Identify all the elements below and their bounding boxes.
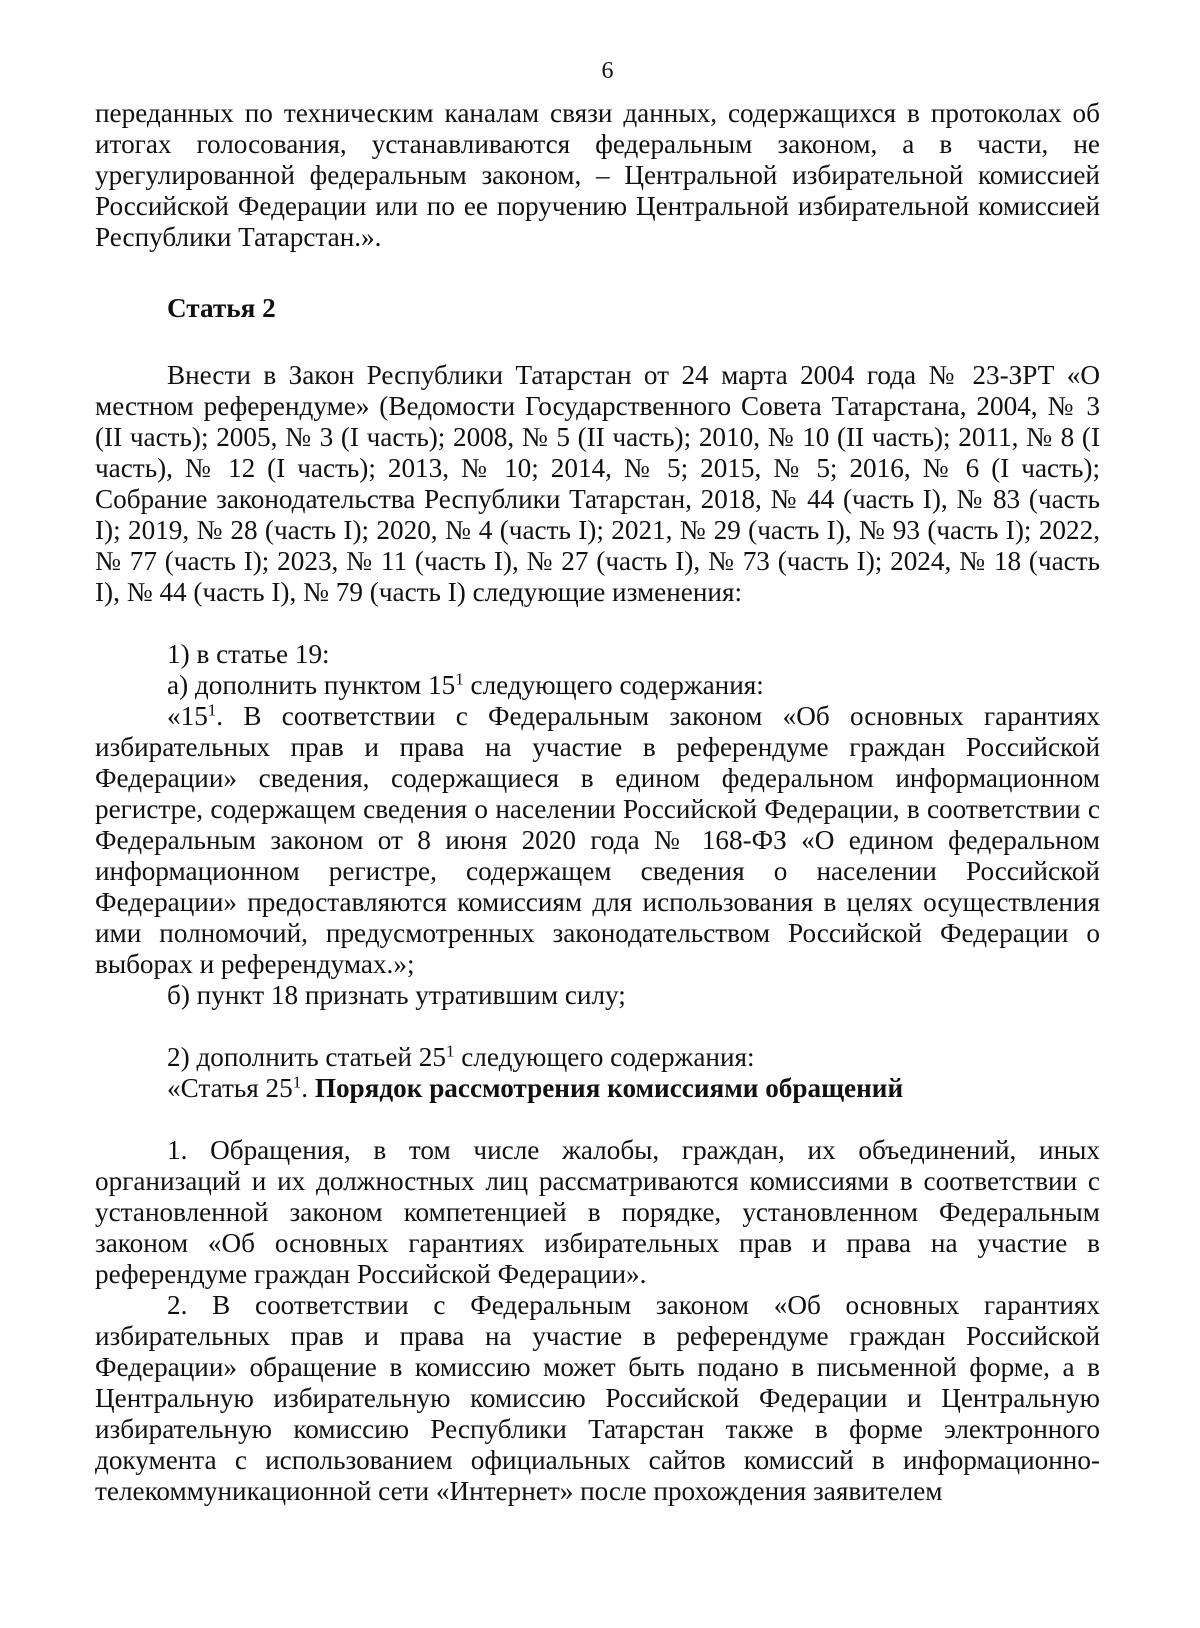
article-25-1-label: «Статья 25 <box>167 1073 293 1103</box>
item-2 <box>95 1042 1100 1073</box>
article-25-1-heading <box>95 1073 1100 1104</box>
article-heading: Статья 2 <box>167 293 276 323</box>
paragraph-intro: переданных по техническим каналам связи данных, содержащихся в протоколах об итогах голосования, устанавливаются федеральным законом, а в части, не урегулированной федеральным законом, – Центральной избирательной комиссией Российской Федерации или по ее поручению Центральной избирательной комиссией Республики Татарстан.». <box>95 98 1100 252</box>
paragraph-15-1-text: . В соответствии с Федеральным законом «Об основных гарантиях избирательных прав и права на участие в референдуме граждан Российской Федерации» сведения, содержащиеся в едином федеральном информационном регистре, содержащем сведения о населении Российской Федерации, в соответствии с Федеральным законом от 8 июня 2020 года № 168-ФЗ «О едином федеральном информационном регистре, содержащем сведения о населении Российской Федерации» предоставляются комиссиям для использования в целях осуществления ими полномочий, предусмотренных законодательством Российской Федерации о выборах и референдумах.»; <box>95 701 1100 979</box>
item-1b: б) пункт 18 признать утратившим силу; <box>167 980 626 1010</box>
paragraph-amendment: Внести в Закон Республики Татарстан от 24 марта 2004 года № 23-ЗРТ «О местном референдуме» (Ведомости Государственного Совета Татарстана, 2004, № 3 (II часть); 2005, № 3 (I часть); 2008, № 5 (II часть); 2010, № 10 (II часть); 2011, № 8 (I часть), № 12 (I часть); 2013, № 10; 2014, № 5; 2015, № 5; 2016, № 6 (I часть); Собрание законодательства Республики Татарстан, 2018, № 44 (часть I), № 83 (часть I); 2019, № 28 (часть I); 2020, № 4 (часть I); 2021, № 29 (часть I), № 93 (часть I); 2022, № 77 (часть I); 2023, № 11 (часть I), № 27 (часть I), № 73 (часть I); 2024, № 18 (часть I), № 44 (часть I), № 79 (часть I) следующие изменения: <box>95 360 1100 607</box>
item-2-text: 2) дополнить статьей 25 <box>167 1042 446 1072</box>
article-25-1-superscript: 1 <box>292 1072 302 1092</box>
item-1a-text: а) дополнить пунктом 15 <box>167 670 456 700</box>
item-1a-superscript: 1 <box>455 669 464 689</box>
item-2-superscript: 1 <box>445 1041 455 1061</box>
paragraph-15-1 <box>95 701 1100 980</box>
clause-1: 1. Обращения, в том числе жалобы, граждан, их объединений, иных организаций и их должностных лиц рассматриваются комиссиями в соответствии с установленной законом компетенцией в порядке, установленном Федеральным законом «Об основных гарантиях избирательных прав и права на участие в референдуме граждан Российской Федерации». <box>95 1135 1100 1289</box>
item-1: 1) в статье 19: <box>167 639 330 669</box>
paragraph-15-1-superscript: 1 <box>207 700 217 720</box>
item-1a-text-end: следующего содержания: <box>463 670 764 700</box>
clause-2: 2. В соответствии с Федеральным законом «Об основных гарантиях избирательных прав и права на участие в референдуме граждан Российской Федерации» обращение в комиссию может быть подано в письменной форме, а в Центральную избирательную комиссию Российской Федерации и Центральную избирательную комиссию Республики Татарстан также в форме электронного документа с использованием официальных сайтов комиссий в информационно-телекоммуникационной сети «Интернет» после прохождения заявителем <box>95 1290 1100 1506</box>
article-25-1-dot: . <box>301 1073 315 1103</box>
item-2-text-end: следующего содержания: <box>454 1042 755 1072</box>
paragraph-15-1-start: «15 <box>167 701 208 731</box>
article-25-1-title: Порядок рассмотрения комиссиями обращений <box>314 1073 904 1103</box>
page-number: 6 <box>601 58 614 84</box>
item-1a <box>95 670 1100 701</box>
